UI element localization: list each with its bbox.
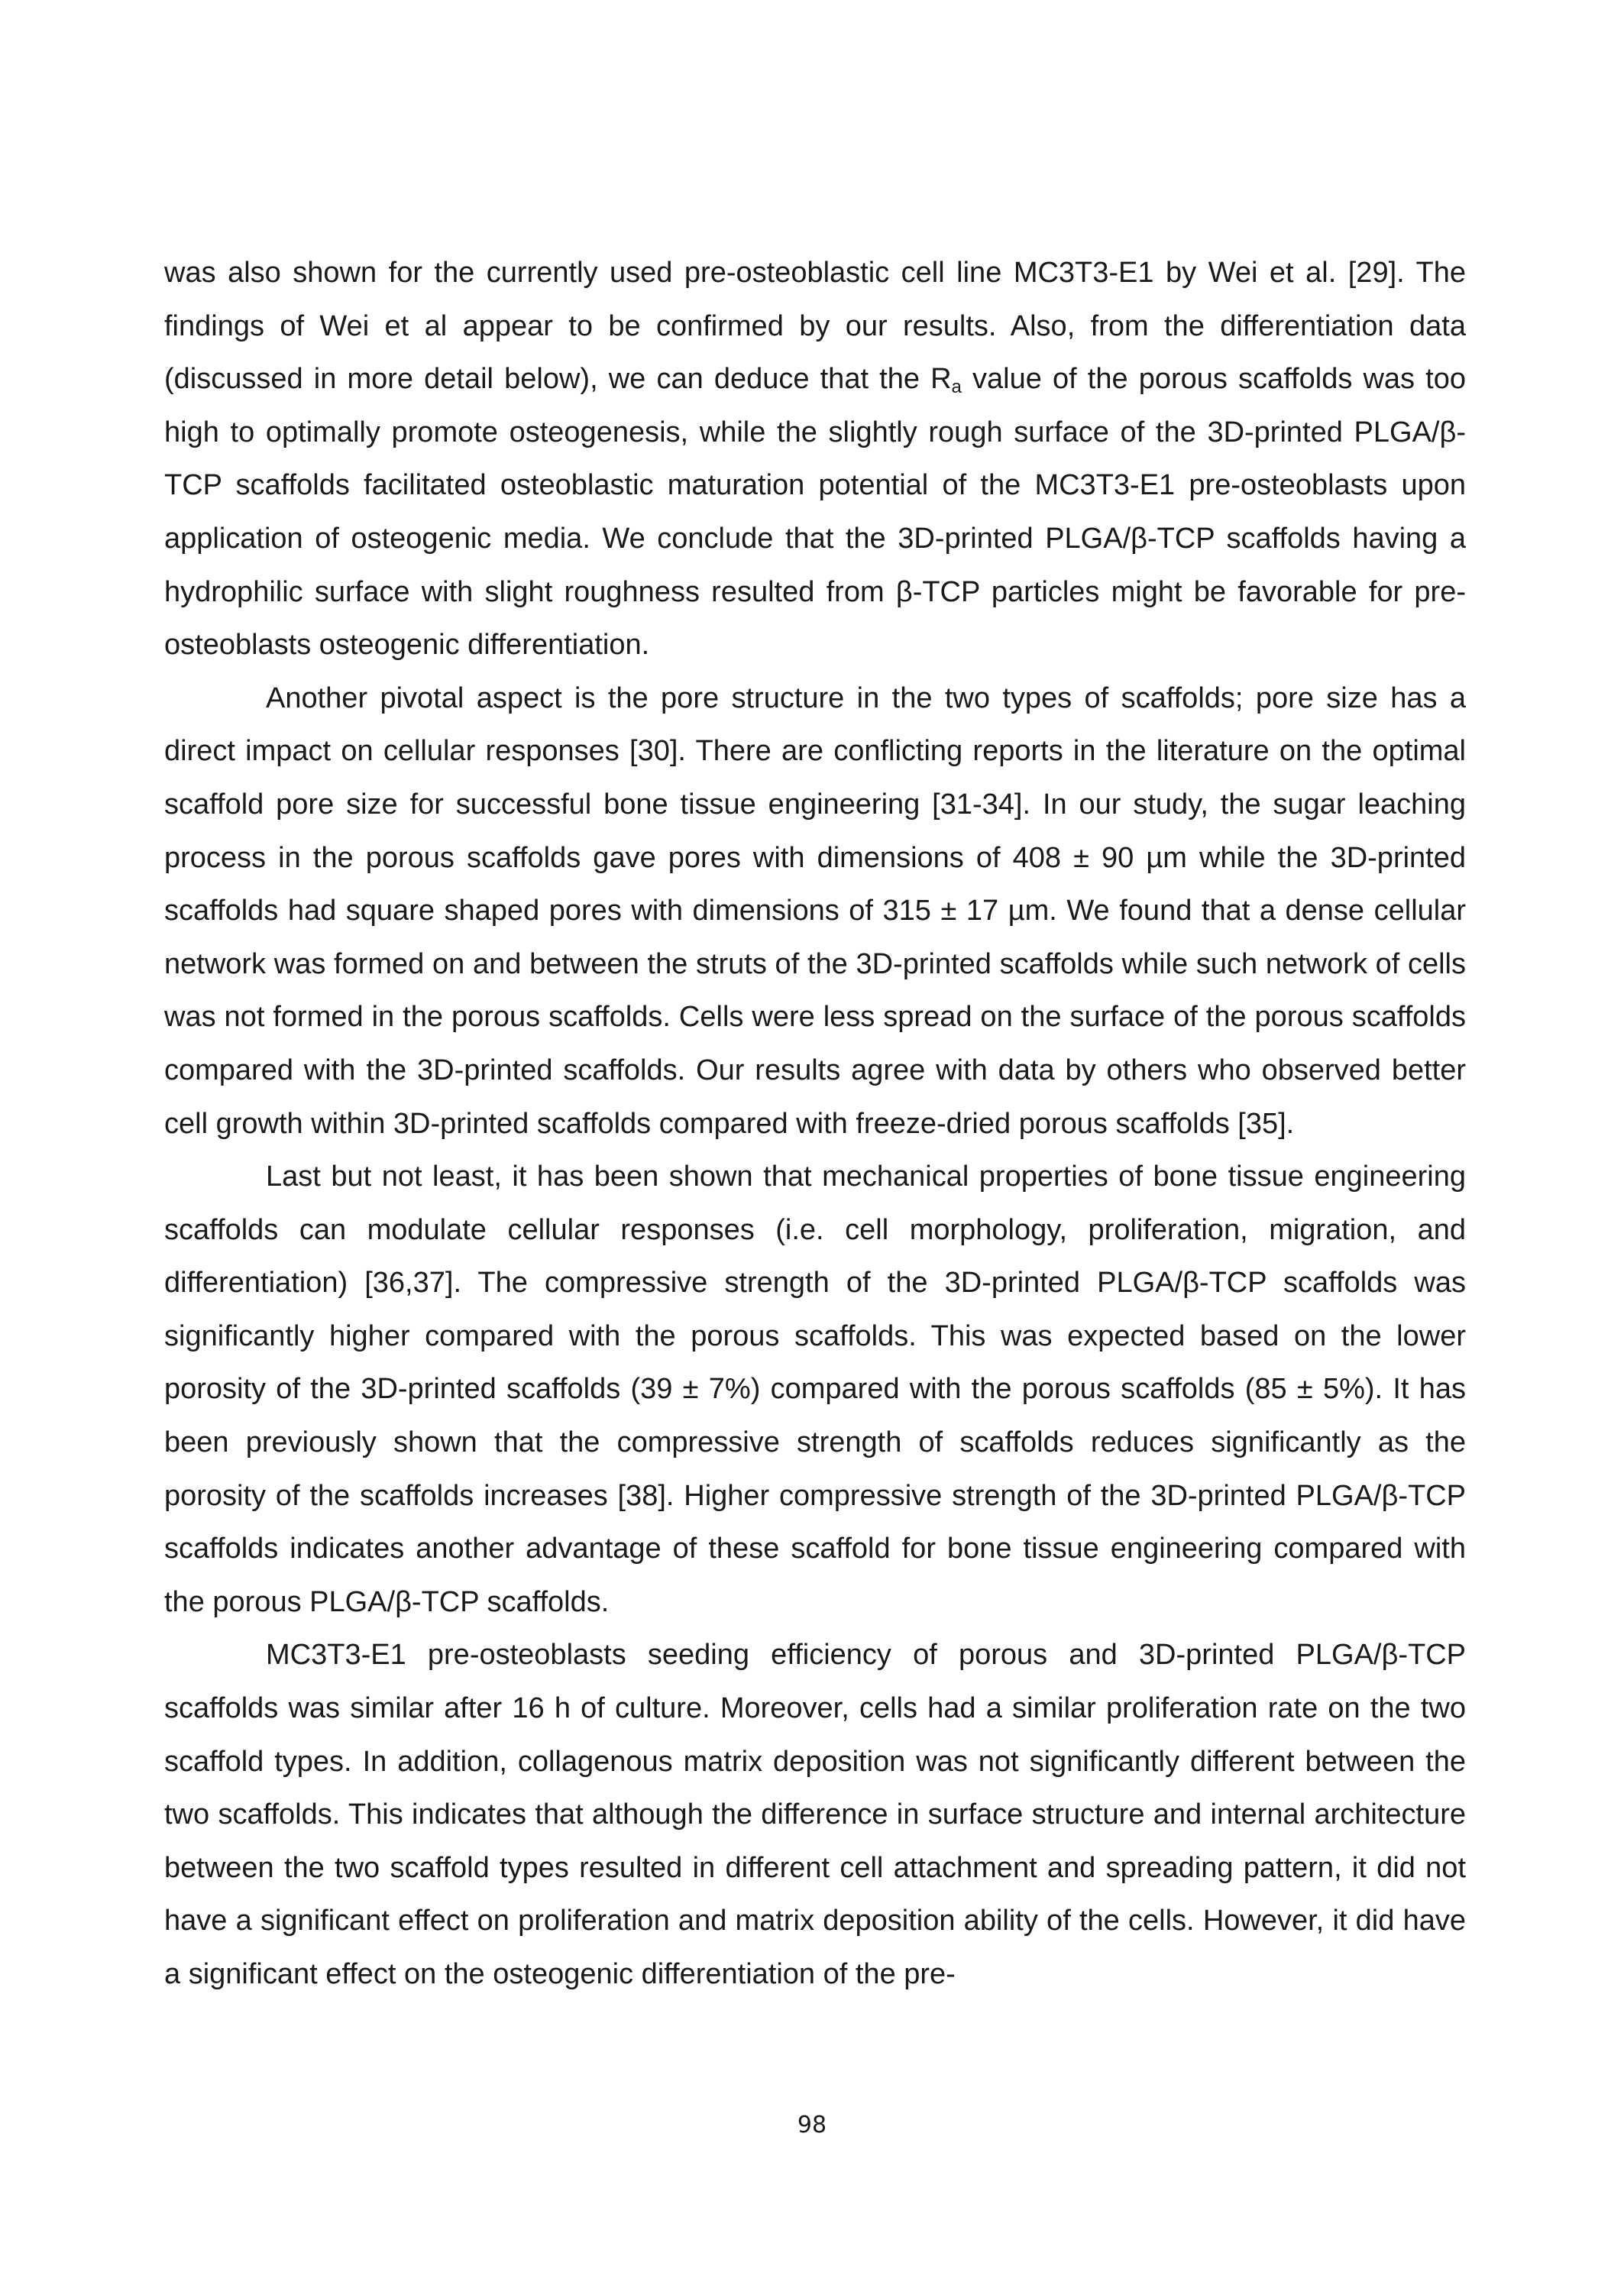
paragraph-3: Last but not least, it has been shown that mechanical properties of bone tissue engineering scaffolds can modulate cellular responses (i.e. cell morphology, proliferation, migration, and differentiation) [36,37]. The compressive strength of the 3D-printed PLGA/β-TCP scaffolds was significantly higher compared with the porous scaffolds. This was expected based on the lower porosity of the 3D-printed scaffolds (39 ± 7%) compared with the porous scaffolds (85 ± 5%). It has been previously shown that the compressive strength of scaffolds reduces significantly as the porosity of the scaffolds increases [38]. Higher compressive strength of the 3D-printed PLGA/β-TCP scaffolds indicates another advantage of these scaffold for bone tissue engineering compared with the porous PLGA/β-TCP scaffolds. bbox=[164, 1161, 1466, 1618]
paragraph-1-text-end: value of the porous scaffolds was too high to optimally promote osteogenesis, while the slightly rough surface of the 3D-printed PLGA/β-TCP scaffolds facilitated osteoblastic maturation potential of the MC3T3-E1 pre-osteoblasts upon application of osteogenic media. We conclude that the 3D-printed PLGA/β-TCP scaffolds having a hydrophilic surface with slight roughness resulted from β-TCP particles might be favorable for pre-osteoblasts osteogenic differentiation. bbox=[164, 363, 1466, 662]
paragraph-4: MC3T3-E1 pre-osteoblasts seeding efficiency of porous and 3D-printed PLGA/β-TCP scaffolds was similar after 16 h of culture. Moreover, cells had a similar proliferation rate on the two scaffold types. In addition, collagenous matrix deposition was not significantly different between the two scaffolds. This indicates that although the difference in surface structure and internal architecture between the two scaffold types resulted in different cell attachment and spreading pattern, it did not have a significant effect on proliferation and matrix deposition ability of the cells. However, it did have a significant effect on the osteogenic differentiation of the pre- bbox=[164, 1639, 1466, 1990]
body-text bbox=[164, 247, 1466, 2002]
subscript-a: a bbox=[951, 377, 962, 398]
page-number: 98 bbox=[797, 2112, 827, 2138]
paragraph-2: Another pivotal aspect is the pore structure in the two types of scaffolds; pore size has a direct impact on cellular responses [30]. There are conflicting reports in the literature on the optimal scaffold pore size for successful bone tissue engineering [31-34]. In our study, the sugar leaching process in the porous scaffolds gave pores with dimensions of 408 ± 90 µm while the 3D-printed scaffolds had square shaped pores with dimensions of 315 ± 17 µm. We found that a dense cellular network was formed on and between the struts of the 3D-printed scaffolds while such network of cells was not formed in the porous scaffolds. Cells were less spread on the surface of the porous scaffolds compared with the 3D-printed scaffolds. Our results agree with data by others who observed better cell growth within 3D-printed scaffolds compared with freeze-dried porous scaffolds [35]. bbox=[164, 681, 1466, 1140]
paragraph-1-text-start: was also shown for the currently used pre-osteoblastic cell line MC3T3-E1 by Wei et al. [29]. The findings of Wei et al appear to be confirmed by our results. Also, from the differentiation data (discussed in more detail below), we can deduce that the R bbox=[164, 257, 1466, 396]
paragraph-1 bbox=[164, 247, 1466, 672]
